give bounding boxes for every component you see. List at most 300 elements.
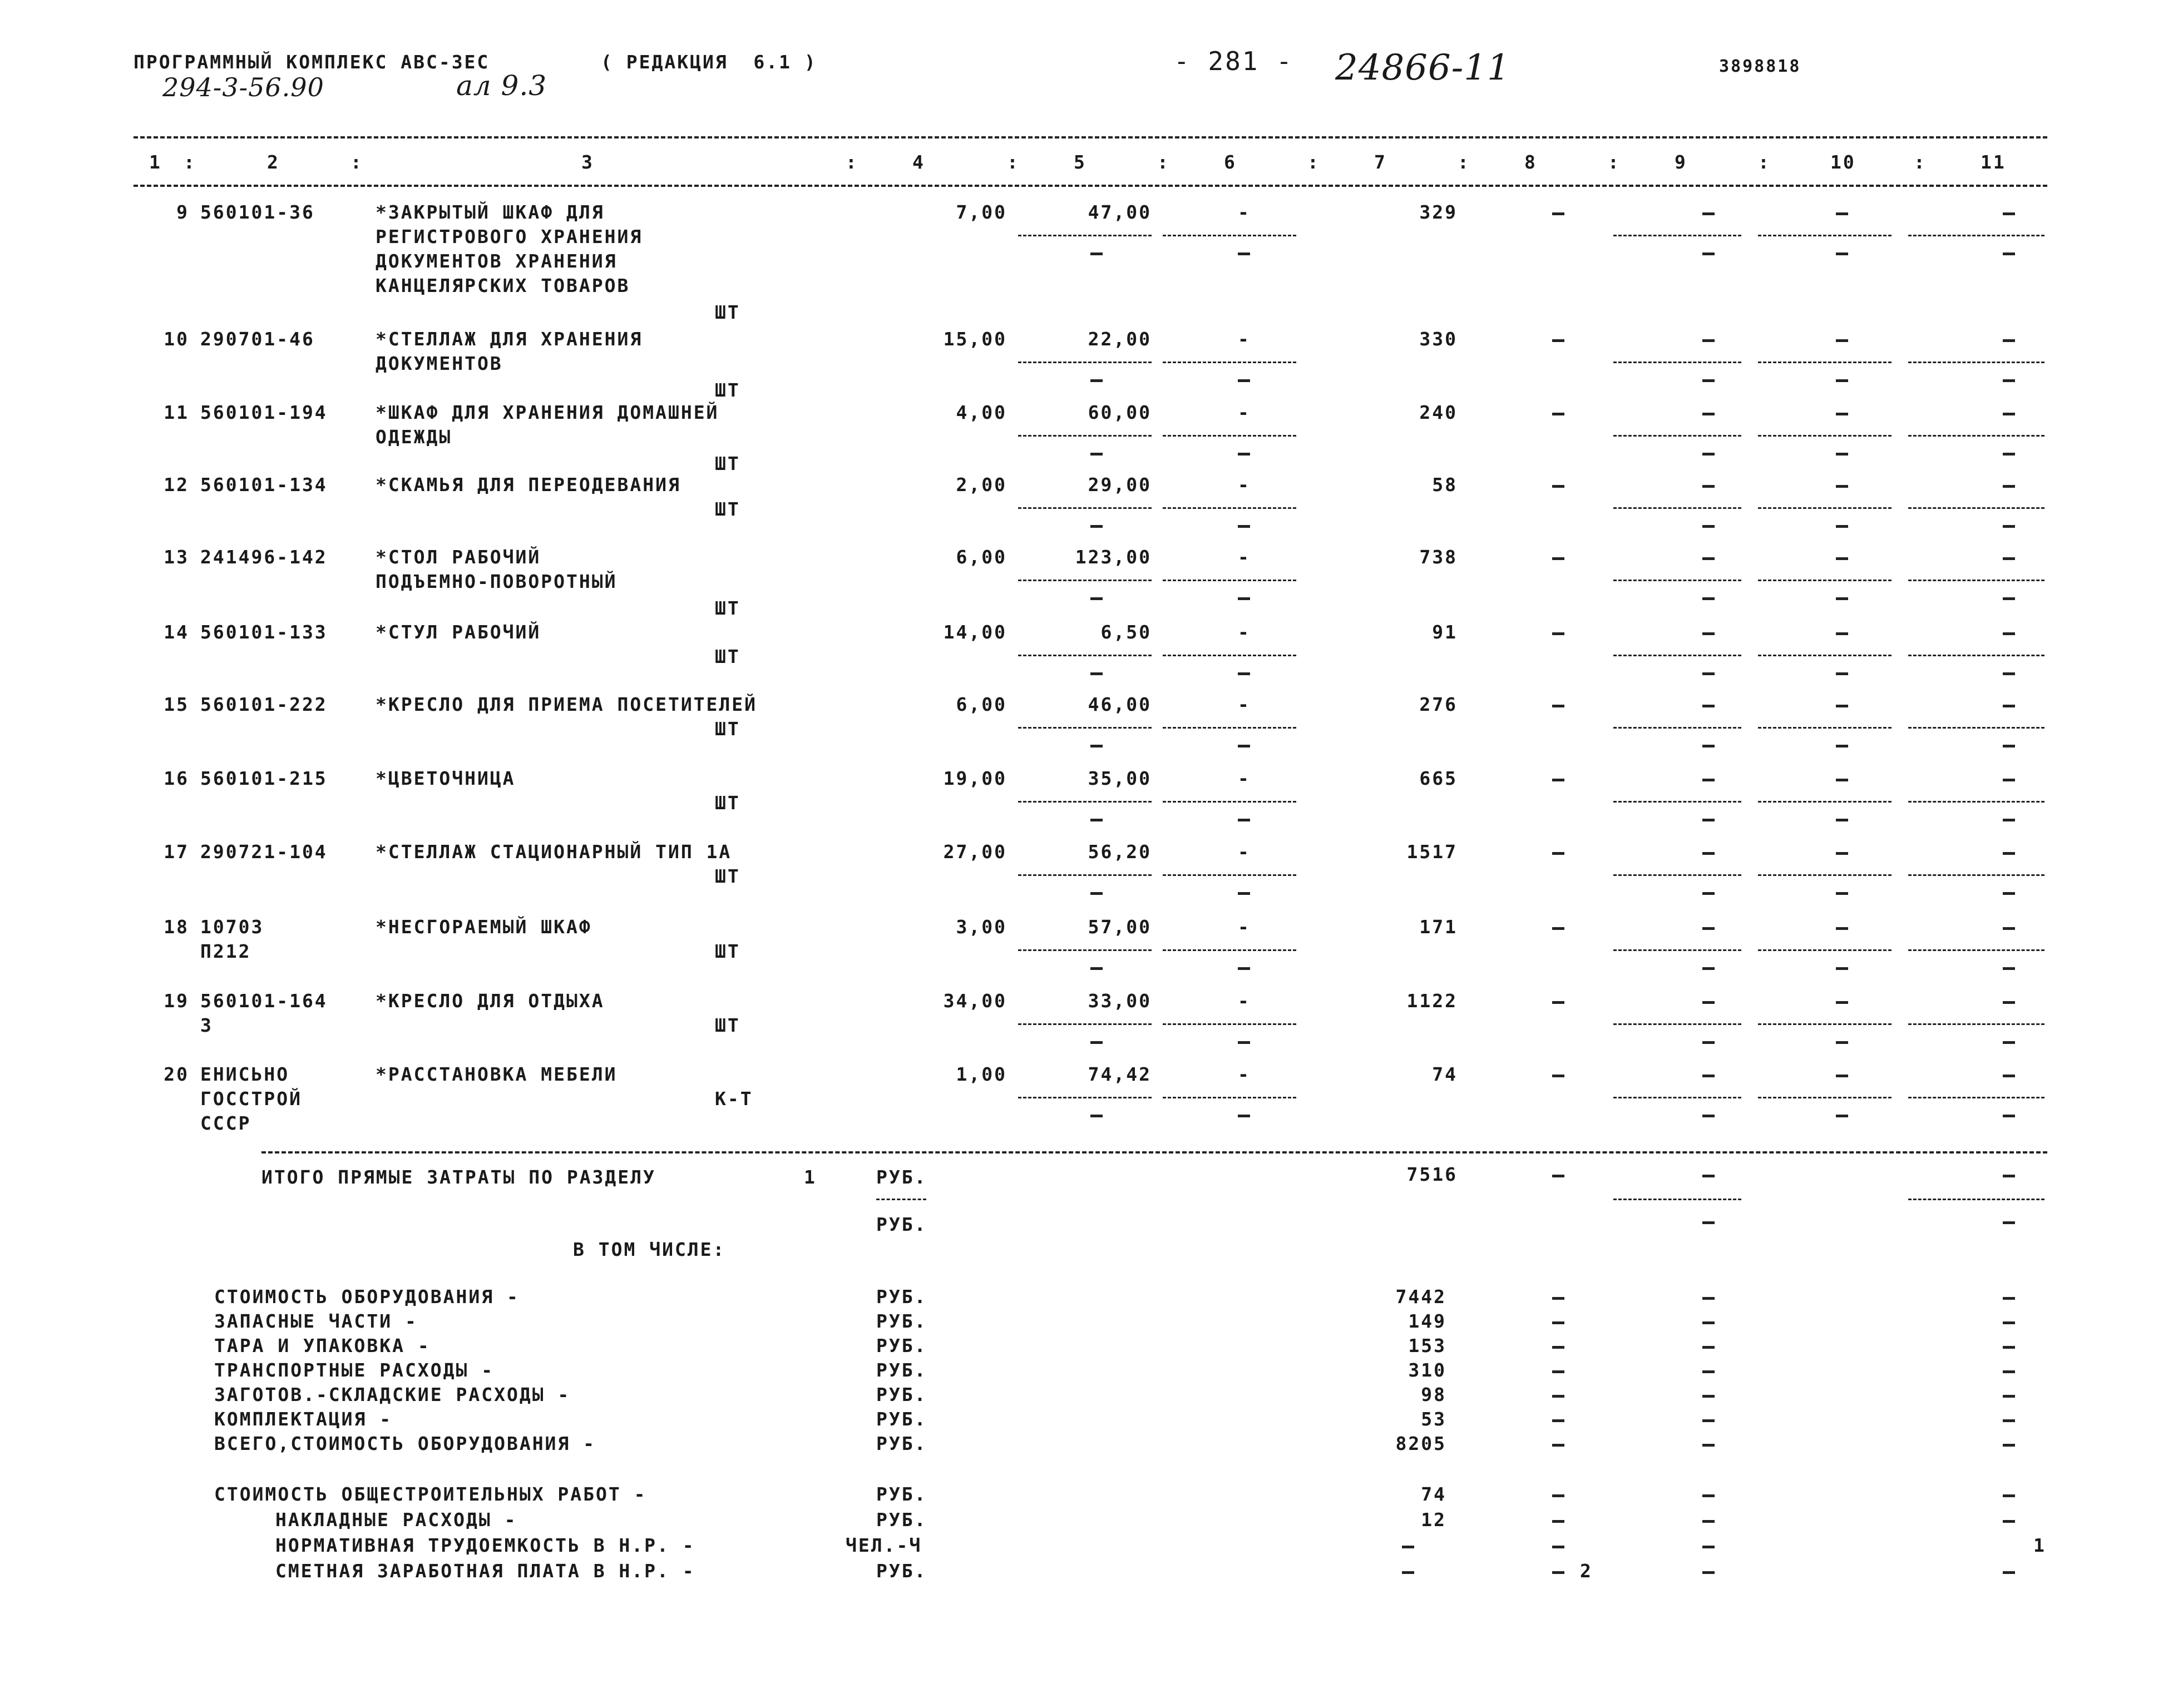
column-separator: : [1758, 151, 1771, 173]
empty-mark [1702, 597, 1715, 600]
subtotal-dash [1018, 235, 1152, 236]
column-separator: : [1157, 151, 1170, 173]
column-header-1: 1 [149, 151, 162, 173]
empty-mark [1836, 892, 1848, 895]
subtotal-dash [1908, 801, 2044, 803]
empty-mark [1238, 453, 1250, 456]
row-quantity: 34,00 [943, 990, 1007, 1012]
summary-unit: РУБ. [876, 1310, 927, 1332]
row-code: 560101-133 [200, 621, 328, 643]
row-description: РЕГИСТРОВОГО ХРАНЕНИЯ [376, 226, 643, 247]
row-description: *СТОЛ РАБОЧИЙ [376, 546, 541, 568]
subtotal-dash [1163, 949, 1296, 951]
empty-mark [1836, 852, 1848, 855]
subtotal-dash [1758, 874, 1892, 876]
subtotal-dash [1908, 727, 2044, 729]
subtotal-dash [1018, 727, 1152, 729]
empty-mark [1552, 1520, 1564, 1523]
empty-mark [2003, 819, 2015, 821]
subtotal-dash [1758, 801, 1892, 803]
summary-value: 8205 [1395, 1433, 1446, 1454]
empty-mark [1552, 705, 1564, 707]
empty-mark [1702, 1546, 1715, 1548]
empty-mark [1702, 1419, 1715, 1422]
album-handwritten: ал 9.3 [456, 70, 547, 102]
empty-mark [1836, 453, 1848, 456]
empty-mark [2003, 597, 2015, 600]
subtotal-dash [1758, 507, 1892, 509]
summary-value: 310 [1408, 1359, 1446, 1381]
page-number: - 281 - [1174, 46, 1293, 76]
empty-mark [1552, 1444, 1564, 1447]
empty-mark [1836, 339, 1848, 342]
total-section-number: 1 [804, 1166, 817, 1188]
summary-unit: РУБ. [876, 1560, 927, 1582]
empty-mark [1552, 1419, 1564, 1422]
subtotal-dash [1163, 362, 1296, 363]
row-unit: ШТ [715, 646, 740, 667]
row-total: 1517 [1406, 841, 1458, 863]
empty-mark [1552, 212, 1564, 215]
subtotal-dash [1163, 1023, 1296, 1025]
row-total: 665 [1419, 768, 1458, 789]
empty-mark [1552, 779, 1564, 781]
subtotal-dash [1758, 235, 1892, 236]
row-description: ДОКУМЕНТОВ [376, 353, 503, 374]
empty-mark [2003, 1346, 2015, 1349]
subtotal-dash [1018, 580, 1152, 581]
row-col6: - [1238, 328, 1251, 350]
empty-mark [1090, 597, 1103, 600]
empty-mark [1702, 1115, 1715, 1117]
empty-mark [2003, 1175, 2015, 1177]
row-code: 241496-142 [200, 546, 328, 568]
column-header-2: 2 [267, 151, 280, 173]
row-description: КАНЦЕЛЯРСКИХ ТОВАРОВ [376, 275, 630, 296]
subtotal-dash [1613, 435, 1741, 437]
row-number: 16 [164, 768, 189, 789]
summary-label: ТАРА И УПАКОВКА - [214, 1335, 431, 1357]
column-header-9: 9 [1675, 151, 1687, 173]
empty-mark [1702, 1395, 1715, 1398]
summary-unit: РУБ. [876, 1359, 927, 1381]
subtotal-dash [1908, 235, 2044, 236]
row-unit: К-Т [715, 1088, 753, 1110]
empty-mark [2003, 557, 2015, 560]
empty-mark [2003, 892, 2015, 895]
row-col6: - [1238, 990, 1251, 1012]
empty-mark [1836, 672, 1848, 675]
total-unit: РУБ. [876, 1214, 927, 1235]
empty-mark [1702, 379, 1715, 382]
empty-mark [1836, 212, 1848, 215]
empty-mark [2003, 1370, 2015, 1373]
empty-mark [1090, 672, 1103, 675]
subtotal-dash [1613, 362, 1741, 363]
row-code: ЕНИСЬНО ГОССТРОЙ СССР [200, 1063, 302, 1134]
subtotal-dash [1758, 362, 1892, 363]
subtotal-dash [1163, 580, 1296, 581]
empty-mark [1238, 525, 1250, 528]
row-col6: - [1238, 694, 1251, 715]
table-header-rule [134, 185, 2047, 187]
subtotal-dash [1613, 1199, 1741, 1200]
empty-mark [2003, 1494, 2015, 1497]
empty-mark [2003, 212, 2015, 215]
empty-mark [1552, 1175, 1564, 1177]
empty-mark [2003, 1321, 2015, 1324]
empty-mark [1836, 557, 1848, 560]
empty-mark [1552, 1546, 1564, 1548]
row-quantity: 7,00 [956, 201, 1007, 223]
summary-label: ЗАГОТОВ.-СКЛАДСКИЕ РАСХОДЫ - [214, 1384, 571, 1405]
total-rule [261, 1151, 2047, 1153]
empty-mark [2003, 852, 2015, 855]
summary-col11-value: 1 [2033, 1534, 2046, 1556]
empty-mark [1702, 1494, 1715, 1497]
empty-mark [1238, 745, 1250, 747]
empty-mark [1702, 1370, 1715, 1373]
column-header-7: 7 [1374, 151, 1387, 173]
row-total: 171 [1419, 916, 1458, 938]
row-unit: ШТ [715, 453, 740, 474]
empty-mark [1090, 1115, 1103, 1117]
empty-mark [1238, 892, 1250, 895]
subtotal-dash [876, 1199, 926, 1200]
row-total: 240 [1419, 402, 1458, 423]
row-code: 560101-222 [200, 694, 328, 715]
empty-mark [1702, 745, 1715, 747]
empty-mark [2003, 1221, 2015, 1224]
row-description: *КРЕСЛО ДЛЯ ПРИЕМА ПОСЕТИТЕЛЕЙ [376, 694, 758, 715]
row-code: 560101-36 [200, 201, 315, 223]
subtotal-dash [1908, 507, 2044, 509]
row-description: *СТЕЛЛАЖ СТАЦИОНАРНЫЙ ТИП 1А [376, 841, 732, 863]
empty-mark [1836, 632, 1848, 635]
empty-mark [1702, 557, 1715, 560]
empty-mark [1552, 1075, 1564, 1077]
empty-mark [1238, 672, 1250, 675]
subtotal-dash [1613, 235, 1741, 236]
empty-mark [1702, 1075, 1715, 1077]
row-total: 738 [1419, 546, 1458, 568]
row-col6: - [1238, 916, 1251, 938]
empty-mark [2003, 485, 2015, 488]
subtotal-dash [1018, 1097, 1152, 1098]
column-separator: : [1458, 151, 1470, 173]
subtotal-dash [1613, 1097, 1741, 1098]
empty-mark [1702, 1221, 1715, 1224]
subtotal-dash [1163, 235, 1296, 236]
subtotal-dash [1018, 435, 1152, 437]
row-price: 123,00 [1075, 546, 1152, 568]
empty-mark [1552, 485, 1564, 488]
empty-mark [1090, 819, 1103, 821]
row-number: 19 [164, 990, 189, 1012]
column-separator: : [1007, 151, 1020, 173]
row-unit: ШТ [715, 865, 740, 887]
empty-mark [2003, 1115, 2015, 1117]
empty-mark [2003, 1571, 2015, 1574]
empty-mark [1702, 1175, 1715, 1177]
empty-mark [1702, 1001, 1715, 1004]
row-col6: - [1238, 621, 1251, 643]
row-quantity: 3,00 [956, 916, 1007, 938]
empty-mark [1552, 927, 1564, 930]
subtotal-dash [1908, 949, 2044, 951]
summary-label: СМЕТНАЯ ЗАРАБОТНАЯ ПЛАТА В Н.Р. - [275, 1560, 695, 1582]
summary-label: СТОИМОСТЬ ОБОРУДОВАНИЯ - [214, 1286, 520, 1308]
empty-mark [1238, 1041, 1250, 1044]
empty-mark [1836, 779, 1848, 781]
subtotal-dash [1613, 1023, 1741, 1025]
empty-mark [1238, 1115, 1250, 1117]
empty-mark [1702, 967, 1715, 970]
row-code: 290701-46 [200, 328, 315, 350]
project-code-handwritten: 294-3-56.90 [162, 72, 324, 102]
empty-mark [1702, 1041, 1715, 1044]
summary-value: 12 [1421, 1509, 1446, 1531]
empty-mark [1836, 597, 1848, 600]
empty-mark [1836, 1041, 1848, 1044]
empty-mark [1238, 967, 1250, 970]
summary-value: 53 [1421, 1408, 1446, 1430]
empty-mark [1836, 1001, 1848, 1004]
row-code: 290721-104 [200, 841, 328, 863]
column-header-3: 3 [581, 151, 594, 173]
subtotal-dash [1163, 435, 1296, 437]
stamp-number: 3898818 [1719, 57, 1801, 76]
row-total: 329 [1419, 201, 1458, 223]
subtotal-dash [1018, 801, 1152, 803]
empty-mark [1702, 852, 1715, 855]
subtotal-dash [1018, 507, 1152, 509]
empty-mark [1090, 253, 1103, 255]
subtotal-dash [1018, 362, 1152, 363]
subtotal-dash [1758, 1023, 1892, 1025]
row-col6: - [1238, 201, 1251, 223]
subtotal-dash [1613, 801, 1741, 803]
subtotal-dash [1613, 655, 1741, 656]
column-header-5: 5 [1074, 151, 1087, 173]
summary-label: ВСЕГО,СТОИМОСТЬ ОБОРУДОВАНИЯ - [214, 1433, 596, 1454]
row-description: *ЦВЕТОЧНИЦА [376, 768, 516, 789]
row-price: 29,00 [1088, 474, 1152, 496]
empty-mark [1702, 453, 1715, 456]
subtotal-dash [1163, 507, 1296, 509]
subtotal-dash [1613, 874, 1741, 876]
table-top-rule [134, 136, 2047, 138]
empty-mark [2003, 927, 2015, 930]
row-description: ПОДЪЕМНО-ПОВОРОТНЫЙ [376, 571, 618, 592]
summary-label: ТРАНСПОРТНЫЕ РАСХОДЫ - [214, 1359, 495, 1381]
column-separator: : [846, 151, 858, 173]
column-header-6: 6 [1224, 151, 1237, 173]
summary-unit: РУБ. [876, 1509, 927, 1531]
empty-mark [1090, 379, 1103, 382]
empty-mark [2003, 672, 2015, 675]
row-col6: - [1238, 841, 1251, 863]
row-price: 56,20 [1088, 841, 1152, 863]
subtotal-dash [1018, 655, 1152, 656]
empty-mark [1702, 632, 1715, 635]
column-separator: : [1608, 151, 1621, 173]
empty-mark [1238, 379, 1250, 382]
empty-mark [2003, 1395, 2015, 1398]
empty-mark [1702, 705, 1715, 707]
empty-mark [1552, 1370, 1564, 1373]
subtotal-dash [1758, 655, 1892, 656]
summary-label: НОРМАТИВНАЯ ТРУДОЕМКОСТЬ В Н.Р. - [275, 1534, 695, 1556]
row-number: 18 [164, 916, 189, 938]
row-number: 12 [164, 474, 189, 496]
subtotal-dash [1163, 801, 1296, 803]
empty-mark [1090, 967, 1103, 970]
row-unit: ШТ [715, 792, 740, 814]
empty-mark [2003, 339, 2015, 342]
subtotal-dash [1758, 1097, 1892, 1098]
column-header-11: 11 [1981, 151, 2006, 173]
row-description: *СТЕЛЛАЖ ДЛЯ ХРАНЕНИЯ [376, 328, 643, 350]
empty-mark [1238, 819, 1250, 821]
empty-mark [1238, 253, 1250, 255]
empty-mark [1090, 892, 1103, 895]
empty-mark [2003, 745, 2015, 747]
empty-mark [1702, 892, 1715, 895]
empty-mark [1836, 705, 1848, 707]
empty-mark [1702, 819, 1715, 821]
empty-mark [2003, 1001, 2015, 1004]
row-quantity: 2,00 [956, 474, 1007, 496]
subtotal-dash [1613, 507, 1741, 509]
subtotal-dash [1758, 949, 1892, 951]
row-price: 57,00 [1088, 916, 1152, 938]
summary-label: НАКЛАДНЫЕ РАСХОДЫ - [275, 1509, 517, 1531]
row-price: 47,00 [1088, 201, 1152, 223]
row-quantity: 19,00 [943, 768, 1007, 789]
empty-mark [2003, 253, 2015, 255]
empty-mark [2003, 453, 2015, 456]
row-description: *СКАМЬЯ ДЛЯ ПЕРЕОДЕВАНИЯ [376, 474, 681, 496]
empty-mark [1090, 525, 1103, 528]
total-label: ИТОГО ПРЯМЫЕ ЗАТРАТЫ ПО РАЗДЕЛУ [261, 1166, 656, 1188]
row-quantity: 4,00 [956, 402, 1007, 423]
empty-mark [1836, 927, 1848, 930]
empty-mark [2003, 525, 2015, 528]
empty-mark [1836, 1075, 1848, 1077]
row-total: 91 [1432, 621, 1458, 643]
subtotal-dash [1018, 1023, 1152, 1025]
empty-mark [2003, 705, 2015, 707]
subtotal-dash [1908, 580, 2044, 581]
row-unit: ШТ [715, 498, 740, 520]
empty-mark [1552, 1494, 1564, 1497]
empty-mark [1552, 1346, 1564, 1349]
empty-mark [1090, 745, 1103, 747]
row-number: 9 [176, 201, 189, 223]
row-number: 11 [164, 402, 189, 423]
row-unit: ШТ [715, 1014, 740, 1036]
column-separator: : [350, 151, 363, 173]
subtotal-dash [1908, 1097, 2044, 1098]
empty-mark [1836, 819, 1848, 821]
subtotal-dash [1758, 580, 1892, 581]
summary-label: СТОИМОСТЬ ОБЩЕСТРОИТЕЛЬНЫХ РАБОТ - [214, 1483, 647, 1505]
row-unit: ШТ [715, 718, 740, 740]
row-description: *КРЕСЛО ДЛЯ ОТДЫХА [376, 990, 605, 1012]
empty-mark [1402, 1571, 1414, 1574]
row-quantity: 14,00 [943, 621, 1007, 643]
empty-mark [1702, 485, 1715, 488]
empty-mark [1552, 557, 1564, 560]
empty-mark [1836, 413, 1848, 415]
row-description: *СТУЛ РАБОЧИЙ [376, 621, 541, 643]
row-total: 276 [1419, 694, 1458, 715]
subtotal-dash [1758, 435, 1892, 437]
subtotal-dash [1908, 362, 2044, 363]
empty-mark [1836, 745, 1848, 747]
row-description: ДОКУМЕНТОВ ХРАНЕНИЯ [376, 250, 618, 272]
row-code: 560101-194 [200, 402, 328, 423]
row-total: 330 [1419, 328, 1458, 350]
column-header-4: 4 [912, 151, 925, 173]
subtotal-dash [1758, 727, 1892, 729]
subtotal-dash [1163, 874, 1296, 876]
row-quantity: 6,00 [956, 546, 1007, 568]
empty-mark [1702, 1346, 1715, 1349]
section-subtitle: В ТОМ ЧИСЛЕ: [573, 1239, 726, 1260]
empty-mark [1552, 1321, 1564, 1324]
empty-mark [1702, 1571, 1715, 1574]
empty-mark [1090, 453, 1103, 456]
empty-mark [1702, 413, 1715, 415]
subtotal-dash [1163, 1097, 1296, 1098]
empty-mark [1702, 1444, 1715, 1447]
total-value: 7516 [1406, 1164, 1458, 1185]
row-col6: - [1238, 474, 1251, 496]
row-number: 17 [164, 841, 189, 863]
empty-mark [1552, 632, 1564, 635]
row-number: 15 [164, 694, 189, 715]
empty-mark [1702, 1520, 1715, 1523]
empty-mark [2003, 1297, 2015, 1300]
empty-mark [2003, 1041, 2015, 1044]
summary-value: 149 [1408, 1310, 1446, 1332]
subtotal-dash [1018, 874, 1152, 876]
empty-mark [1836, 525, 1848, 528]
empty-mark [1552, 339, 1564, 342]
row-price: 6,50 [1100, 621, 1152, 643]
row-total: 74 [1432, 1063, 1458, 1085]
empty-mark [1836, 253, 1848, 255]
row-col6: - [1238, 1063, 1251, 1085]
row-total: 58 [1432, 474, 1458, 496]
column-header-10: 10 [1830, 151, 1856, 173]
subtotal-dash [1613, 727, 1741, 729]
summary-value: 74 [1421, 1483, 1446, 1505]
summary-label: КОМПЛЕКТАЦИЯ - [214, 1408, 393, 1430]
row-col6: - [1238, 402, 1251, 423]
empty-mark [1702, 672, 1715, 675]
row-unit: ШТ [715, 301, 740, 323]
empty-mark [1702, 779, 1715, 781]
subtotal-dash [1163, 727, 1296, 729]
subtotal-dash [1908, 655, 2044, 656]
subtotal-dash [1613, 580, 1741, 581]
row-price: 60,00 [1088, 402, 1152, 423]
subtotal-dash [1163, 655, 1296, 656]
column-separator: : [184, 151, 196, 173]
